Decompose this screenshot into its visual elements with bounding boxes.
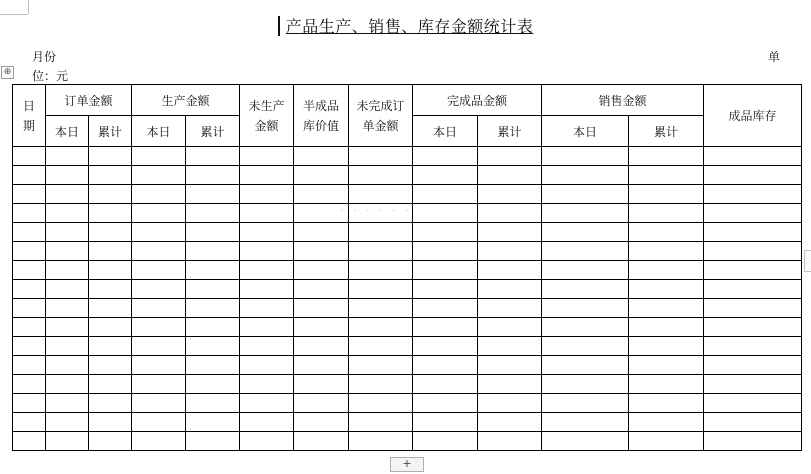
table-cell[interactable] (704, 280, 802, 299)
table-cell[interactable] (240, 280, 294, 299)
table-cell[interactable] (186, 166, 240, 185)
table-cell[interactable] (413, 280, 478, 299)
table-cell[interactable] (349, 166, 413, 185)
table-cell[interactable] (349, 318, 413, 337)
table-cell[interactable] (542, 299, 629, 318)
table-row (13, 299, 802, 318)
table-cell[interactable] (294, 356, 349, 375)
header-finished-cumulative[interactable]: 累计 (478, 116, 542, 147)
table-cell[interactable] (186, 280, 240, 299)
table-cell[interactable] (413, 337, 478, 356)
table-cell[interactable] (629, 413, 704, 432)
table-cell[interactable] (13, 242, 46, 261)
table-cell[interactable] (349, 223, 413, 242)
table-cell[interactable] (240, 356, 294, 375)
table-cell[interactable] (132, 413, 186, 432)
table-cell[interactable] (704, 185, 802, 204)
header-not-produced[interactable] (240, 85, 294, 147)
table-cell[interactable] (294, 413, 349, 432)
table-cell[interactable] (132, 185, 186, 204)
right-margin-tab[interactable] (804, 250, 811, 272)
table-row (13, 166, 802, 185)
header-finished-stock[interactable]: 成品库存 (704, 85, 802, 147)
table-cell[interactable] (478, 185, 542, 204)
table-cell[interactable] (240, 375, 294, 394)
table-cell[interactable] (629, 261, 704, 280)
table-cell[interactable] (704, 204, 802, 223)
table-cell[interactable] (542, 261, 629, 280)
table-cell[interactable] (13, 337, 46, 356)
table-cell[interactable] (186, 337, 240, 356)
table-cell[interactable] (240, 242, 294, 261)
table-cell[interactable] (478, 375, 542, 394)
table-cell[interactable] (349, 432, 413, 451)
table-cell[interactable] (478, 356, 542, 375)
header-unfinished-orders-line2: 单金额 (362, 118, 399, 133)
table-cell[interactable] (413, 299, 478, 318)
table-cell[interactable] (478, 166, 542, 185)
table-cell[interactable] (542, 147, 629, 166)
table-cell[interactable] (186, 432, 240, 451)
table-cell[interactable] (132, 261, 186, 280)
table-cell[interactable] (413, 223, 478, 242)
header-production-amount[interactable]: 生产金额 (132, 85, 240, 116)
table-cell[interactable] (240, 261, 294, 280)
table-cell[interactable] (89, 147, 132, 166)
table-row (13, 375, 802, 394)
table-cell[interactable] (89, 394, 132, 413)
table-cell[interactable] (13, 394, 46, 413)
table-cell[interactable] (89, 318, 132, 337)
table-cell[interactable] (89, 204, 132, 223)
table-cell[interactable] (46, 223, 89, 242)
header-production-today[interactable]: 本日 (132, 116, 186, 147)
table-move-handle-icon[interactable]: ⊕ (1, 66, 14, 79)
table-cell[interactable] (542, 185, 629, 204)
table-cell[interactable] (349, 394, 413, 413)
table-cell[interactable] (704, 223, 802, 242)
table-cell[interactable] (413, 166, 478, 185)
header-sales-cumulative[interactable]: 累计 (629, 116, 704, 147)
table-cell[interactable] (132, 337, 186, 356)
add-row-button[interactable]: + (390, 457, 424, 472)
table-cell[interactable] (294, 147, 349, 166)
header-unfinished-orders[interactable] (349, 85, 413, 147)
table-cell[interactable] (294, 299, 349, 318)
table-cell[interactable] (186, 299, 240, 318)
table-cell[interactable] (132, 432, 186, 451)
table-cell[interactable] (704, 394, 802, 413)
table-cell[interactable] (132, 242, 186, 261)
table-cell[interactable] (349, 413, 413, 432)
table-cell[interactable] (89, 166, 132, 185)
table-cell[interactable] (413, 375, 478, 394)
table-body (13, 147, 802, 451)
table-cell[interactable] (704, 299, 802, 318)
table-cell[interactable] (704, 337, 802, 356)
table-cell[interactable] (629, 299, 704, 318)
table-row (13, 147, 802, 166)
table-cell[interactable] (413, 185, 478, 204)
table-cell[interactable] (629, 280, 704, 299)
table-row (13, 280, 802, 299)
table-cell[interactable] (13, 375, 46, 394)
table-cell[interactable] (240, 185, 294, 204)
table-cell[interactable] (542, 394, 629, 413)
table-cell[interactable] (46, 299, 89, 318)
table-row (13, 356, 802, 375)
header-production-cumulative[interactable]: 累计 (186, 116, 240, 147)
table-cell[interactable] (413, 261, 478, 280)
table-cell[interactable] (478, 261, 542, 280)
table-cell[interactable] (413, 413, 478, 432)
header-not-produced-line1: 未生产 (248, 98, 285, 113)
table-cell[interactable] (186, 261, 240, 280)
header-date-line1: 日 (22, 98, 35, 113)
table-cell[interactable] (13, 261, 46, 280)
table-cell[interactable] (629, 185, 704, 204)
table-cell[interactable] (478, 337, 542, 356)
table-row (13, 318, 802, 337)
header-date-line2: 期 (22, 118, 35, 133)
table-cell[interactable] (478, 394, 542, 413)
table-row (13, 432, 802, 451)
table-cell[interactable] (89, 261, 132, 280)
table-cell[interactable] (349, 261, 413, 280)
table-cell[interactable] (13, 356, 46, 375)
table-cell[interactable] (704, 318, 802, 337)
table-cell[interactable] (629, 147, 704, 166)
table-cell[interactable] (13, 204, 46, 223)
header-finished-today[interactable]: 本日 (413, 116, 478, 147)
table-cell[interactable] (186, 318, 240, 337)
table-cell[interactable] (46, 394, 89, 413)
table-cell[interactable] (413, 204, 478, 223)
table-cell[interactable] (240, 299, 294, 318)
table-cell[interactable] (46, 280, 89, 299)
table-cell[interactable] (240, 223, 294, 242)
document-title[interactable]: 产品生产、销售、库存金额统计表 (285, 17, 534, 36)
table-cell[interactable] (629, 242, 704, 261)
table-cell[interactable] (46, 375, 89, 394)
table-cell[interactable] (132, 147, 186, 166)
table-cell[interactable] (349, 356, 413, 375)
table-cell[interactable] (542, 318, 629, 337)
table-cell[interactable] (132, 356, 186, 375)
text-cursor (278, 16, 280, 36)
table-cell[interactable] (132, 223, 186, 242)
table-cell[interactable] (478, 280, 542, 299)
table-cell[interactable] (186, 204, 240, 223)
table-cell[interactable] (542, 223, 629, 242)
table-cell[interactable] (13, 223, 46, 242)
table-cell[interactable] (89, 356, 132, 375)
table-cell[interactable] (186, 147, 240, 166)
header-order-amount[interactable]: 订单金额 (46, 85, 132, 116)
table-cell[interactable] (349, 242, 413, 261)
page-corner-mark-vertical (28, 0, 29, 14)
table-cell[interactable] (478, 223, 542, 242)
table-cell[interactable] (629, 223, 704, 242)
table-cell[interactable] (478, 204, 542, 223)
table-cell[interactable] (46, 242, 89, 261)
table-cell[interactable] (186, 185, 240, 204)
table-cell[interactable] (478, 432, 542, 451)
table-cell[interactable] (13, 185, 46, 204)
table-row (13, 223, 802, 242)
table-cell[interactable] (349, 147, 413, 166)
table-cell[interactable] (46, 432, 89, 451)
table-cell[interactable] (132, 299, 186, 318)
table-cell[interactable] (46, 261, 89, 280)
table-cell[interactable] (294, 375, 349, 394)
table-cell[interactable] (46, 204, 89, 223)
table-cell[interactable] (186, 356, 240, 375)
table-cell[interactable] (240, 204, 294, 223)
table-row (13, 242, 802, 261)
title-area (0, 14, 811, 37)
table-cell[interactable] (413, 147, 478, 166)
table-cell[interactable] (46, 318, 89, 337)
table-cell[interactable] (413, 242, 478, 261)
header-date[interactable] (13, 85, 46, 147)
table-cell[interactable] (542, 375, 629, 394)
header-order-cumulative[interactable]: 累计 (89, 116, 132, 147)
table-cell[interactable] (89, 432, 132, 451)
table-cell[interactable] (542, 204, 629, 223)
table-cell[interactable] (294, 185, 349, 204)
table-cell[interactable] (13, 166, 46, 185)
table-cell[interactable] (240, 147, 294, 166)
table-cell[interactable] (542, 242, 629, 261)
table-cell[interactable] (240, 337, 294, 356)
table-cell[interactable] (629, 318, 704, 337)
table-cell[interactable] (13, 280, 46, 299)
table-cell[interactable] (413, 432, 478, 451)
table-cell[interactable] (13, 299, 46, 318)
table-cell[interactable] (132, 318, 186, 337)
table-cell[interactable] (132, 204, 186, 223)
table-cell[interactable] (186, 375, 240, 394)
table-cell[interactable] (13, 432, 46, 451)
table-cell[interactable] (478, 299, 542, 318)
table-cell[interactable] (240, 166, 294, 185)
table-cell[interactable] (349, 375, 413, 394)
table-cell[interactable] (240, 394, 294, 413)
header-order-today[interactable]: 本日 (46, 116, 89, 147)
table-cell[interactable] (349, 185, 413, 204)
table-cell[interactable] (186, 413, 240, 432)
table-cell[interactable] (240, 413, 294, 432)
table-cell[interactable] (542, 280, 629, 299)
table-cell[interactable] (478, 318, 542, 337)
table-cell[interactable] (46, 147, 89, 166)
table-cell[interactable] (704, 166, 802, 185)
unit-label-rest[interactable]: 位：元 (32, 69, 69, 83)
table-cell[interactable] (704, 261, 802, 280)
table-cell[interactable] (294, 394, 349, 413)
table-cell[interactable] (89, 375, 132, 394)
table-cell[interactable] (542, 337, 629, 356)
table-cell[interactable] (704, 147, 802, 166)
header-sales-amount[interactable]: 销售金额 (542, 85, 704, 116)
table-cell[interactable] (704, 375, 802, 394)
table-cell[interactable] (478, 413, 542, 432)
table-row (13, 261, 802, 280)
table-cell[interactable] (13, 318, 46, 337)
table-cell[interactable] (240, 432, 294, 451)
table-row (13, 337, 802, 356)
table-cell[interactable] (46, 185, 89, 204)
table-cell[interactable] (89, 223, 132, 242)
table-cell[interactable] (89, 185, 132, 204)
table-cell[interactable] (294, 261, 349, 280)
table-cell[interactable] (542, 166, 629, 185)
table-cell[interactable] (46, 413, 89, 432)
table-cell[interactable] (13, 413, 46, 432)
table-cell[interactable] (629, 166, 704, 185)
table-cell[interactable] (704, 413, 802, 432)
table-cell[interactable] (186, 223, 240, 242)
table-cell[interactable] (413, 318, 478, 337)
table-cell[interactable] (132, 166, 186, 185)
table-cell[interactable] (294, 280, 349, 299)
table-cell[interactable] (349, 280, 413, 299)
table-cell[interactable] (89, 337, 132, 356)
table-cell[interactable] (349, 299, 413, 318)
table-cell[interactable] (186, 242, 240, 261)
table-cell[interactable] (132, 280, 186, 299)
table-cell[interactable] (413, 356, 478, 375)
table-cell[interactable] (89, 280, 132, 299)
header-not-produced-line2: 金额 (254, 118, 279, 133)
table-cell[interactable] (349, 337, 413, 356)
header-semi-finished-line1: 半成品 (302, 98, 339, 113)
unit-label-start[interactable]: 单 (768, 50, 781, 64)
table-cell[interactable] (478, 147, 542, 166)
table-cell[interactable] (294, 223, 349, 242)
table-row (13, 394, 802, 413)
table-cell[interactable] (294, 166, 349, 185)
header-unfinished-orders-line1: 未完成订 (356, 98, 405, 113)
table-cell[interactable] (186, 394, 240, 413)
header-semi-finished[interactable] (294, 85, 349, 147)
table-cell[interactable] (629, 432, 704, 451)
table-cell[interactable] (478, 242, 542, 261)
header-sales-today[interactable]: 本日 (542, 116, 629, 147)
table-cell[interactable] (704, 432, 802, 451)
table-cell[interactable] (542, 413, 629, 432)
table-cell[interactable] (46, 356, 89, 375)
table-cell[interactable] (629, 356, 704, 375)
table-cell[interactable] (294, 318, 349, 337)
table-cell[interactable] (89, 242, 132, 261)
statistics-table[interactable] (12, 84, 802, 451)
header-finished-amount[interactable]: 完成品金额 (413, 85, 542, 116)
table-row (13, 413, 802, 432)
header-semi-finished-line2: 库价值 (302, 118, 339, 133)
table-cell[interactable] (132, 375, 186, 394)
table-cell[interactable] (542, 432, 629, 451)
table-cell[interactable] (46, 166, 89, 185)
table-cell[interactable] (89, 299, 132, 318)
table-cell[interactable] (132, 394, 186, 413)
table-cell[interactable] (413, 394, 478, 413)
table-cell[interactable] (13, 147, 46, 166)
table-cell[interactable] (704, 242, 802, 261)
table-cell[interactable] (89, 413, 132, 432)
table-cell[interactable] (294, 337, 349, 356)
table-cell[interactable] (629, 204, 704, 223)
faint-background-mark: · · · · · · (340, 204, 412, 217)
table-cell[interactable] (629, 337, 704, 356)
table-cell[interactable] (704, 356, 802, 375)
month-label[interactable]: 月份 (32, 50, 57, 64)
table-cell[interactable] (629, 375, 704, 394)
table-cell[interactable] (542, 356, 629, 375)
table-cell[interactable] (294, 432, 349, 451)
table-cell[interactable] (294, 242, 349, 261)
table-cell[interactable] (629, 394, 704, 413)
table-cell[interactable] (240, 318, 294, 337)
table-row (13, 185, 802, 204)
table-cell[interactable] (46, 337, 89, 356)
